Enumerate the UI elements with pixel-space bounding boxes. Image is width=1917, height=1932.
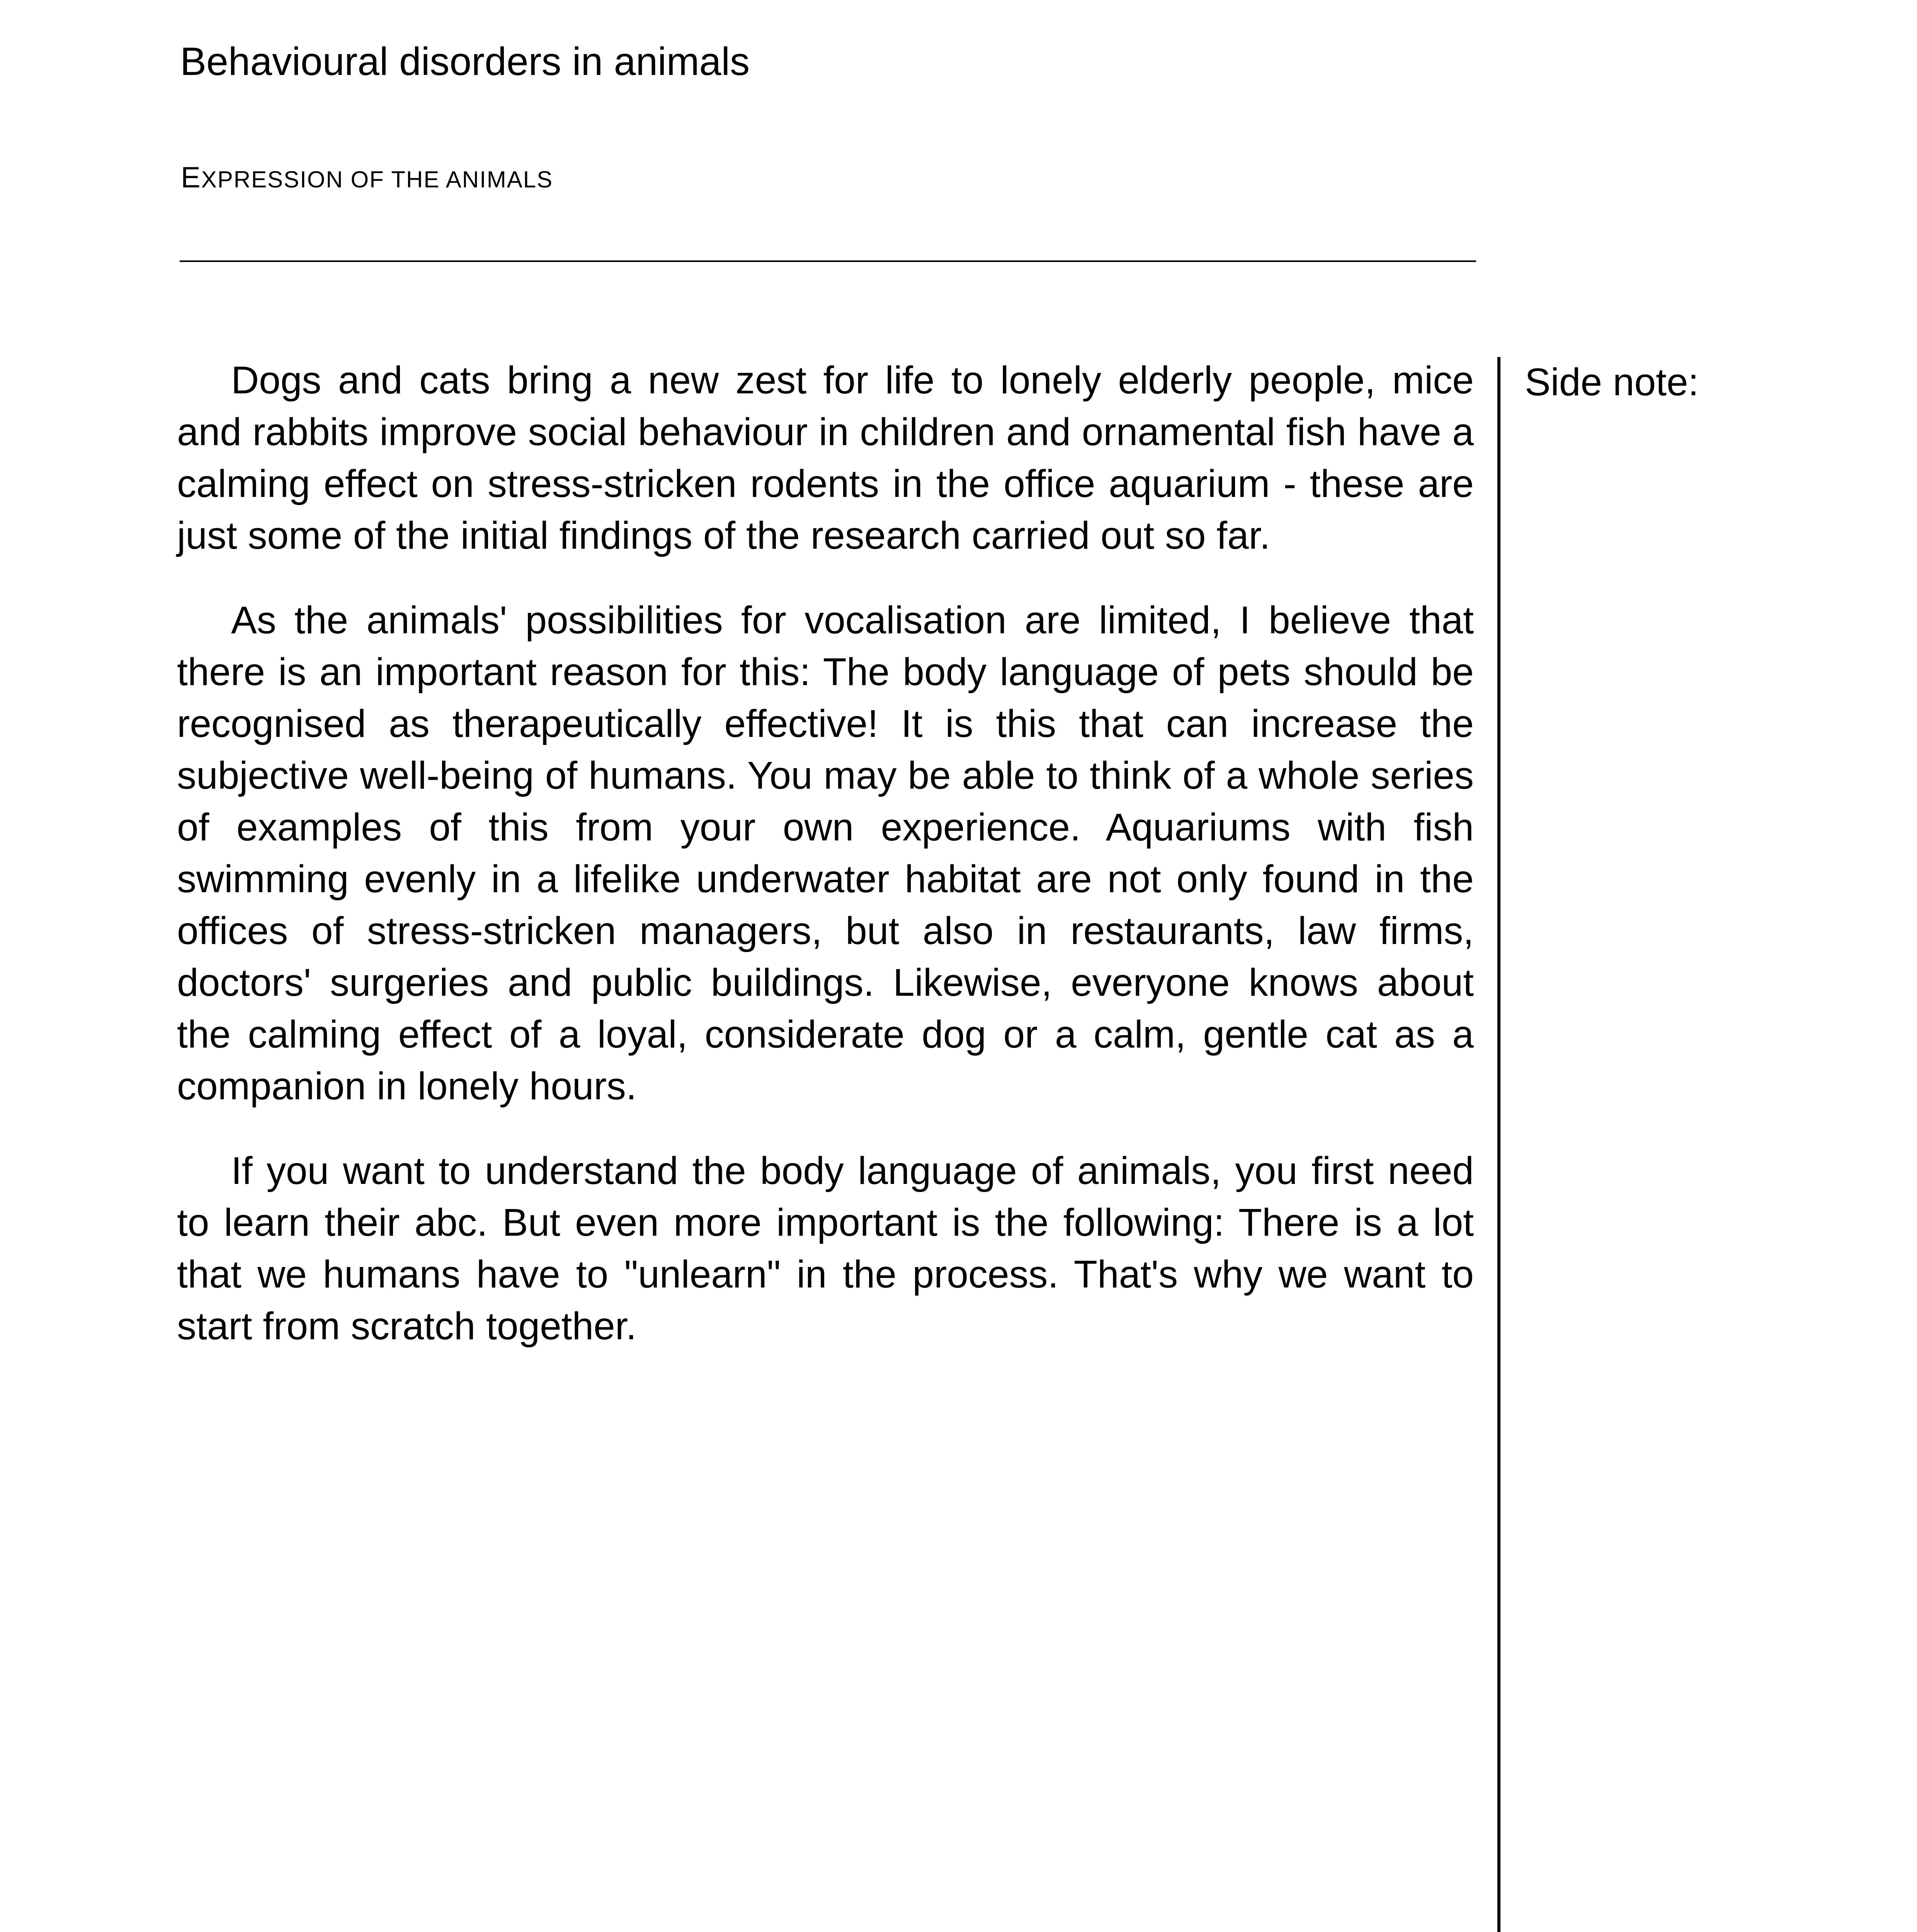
paragraph-line: As the animals' possibilities for vocalisation are limited, I believe that [231,599,1474,642]
paragraph-line: swimming evenly in a lifelike underwater habitat are not only found in the [177,857,1474,901]
paragraph-line: doctors' surgeries and public buildings. Likewise, everyone knows about [177,961,1474,1004]
paragraph-line: calming effect on stress-stricken rodents in the office aquarium - these are [177,462,1474,505]
paragraph-line: the calming effect of a loyal, considerate dog or a calm, gentle cat as a [177,1013,1474,1056]
paragraph-1 [177,354,1474,561]
paragraph-line: to learn their abc. But even more important is the following: There is a lot [177,1201,1474,1244]
paragraph-line: offices of stress-stricken managers, but also in restaurants, law firms, [177,909,1474,952]
paragraph-line: If you want to understand the body language of animals, you first need [231,1149,1474,1192]
side-column-rule [1497,357,1500,1932]
main-text-column [177,354,1474,1385]
paragraph-line: start from scratch together. [177,1304,637,1348]
paragraph-line: there is an important reason for this: The body language of pets should be [177,650,1474,694]
paragraph-line: Dogs and cats bring a new zest for life to lonely elderly people, mice [231,359,1474,402]
side-note-label: Side note: [1525,361,1699,404]
paragraph-line: subjective well-being of humans. You may be able to think of a whole series [177,754,1474,797]
paragraph-line: just some of the initial findings of the research carried out so far. [177,514,1271,557]
paragraph-line: that we humans have to "unlearn" in the process. That's why we want to [177,1253,1474,1296]
header-rule [180,260,1476,262]
paragraph-line: and rabbits improve social behaviour in children and ornamental fish have a [177,410,1474,454]
paragraph-2 [177,594,1474,1112]
paragraph-3 [177,1145,1474,1352]
running-header-title: Behavioural disorders in animals [180,39,750,83]
paragraph-line: companion in lonely hours. [177,1065,637,1108]
paragraph-line: recognised as therapeutically effective! It is this that can increase the [177,702,1474,745]
paragraph-line: of examples of this from your own experience. Aquariums with fish [177,806,1474,849]
section-heading: EXPRESSION OF THE ANIMALS [181,161,553,194]
